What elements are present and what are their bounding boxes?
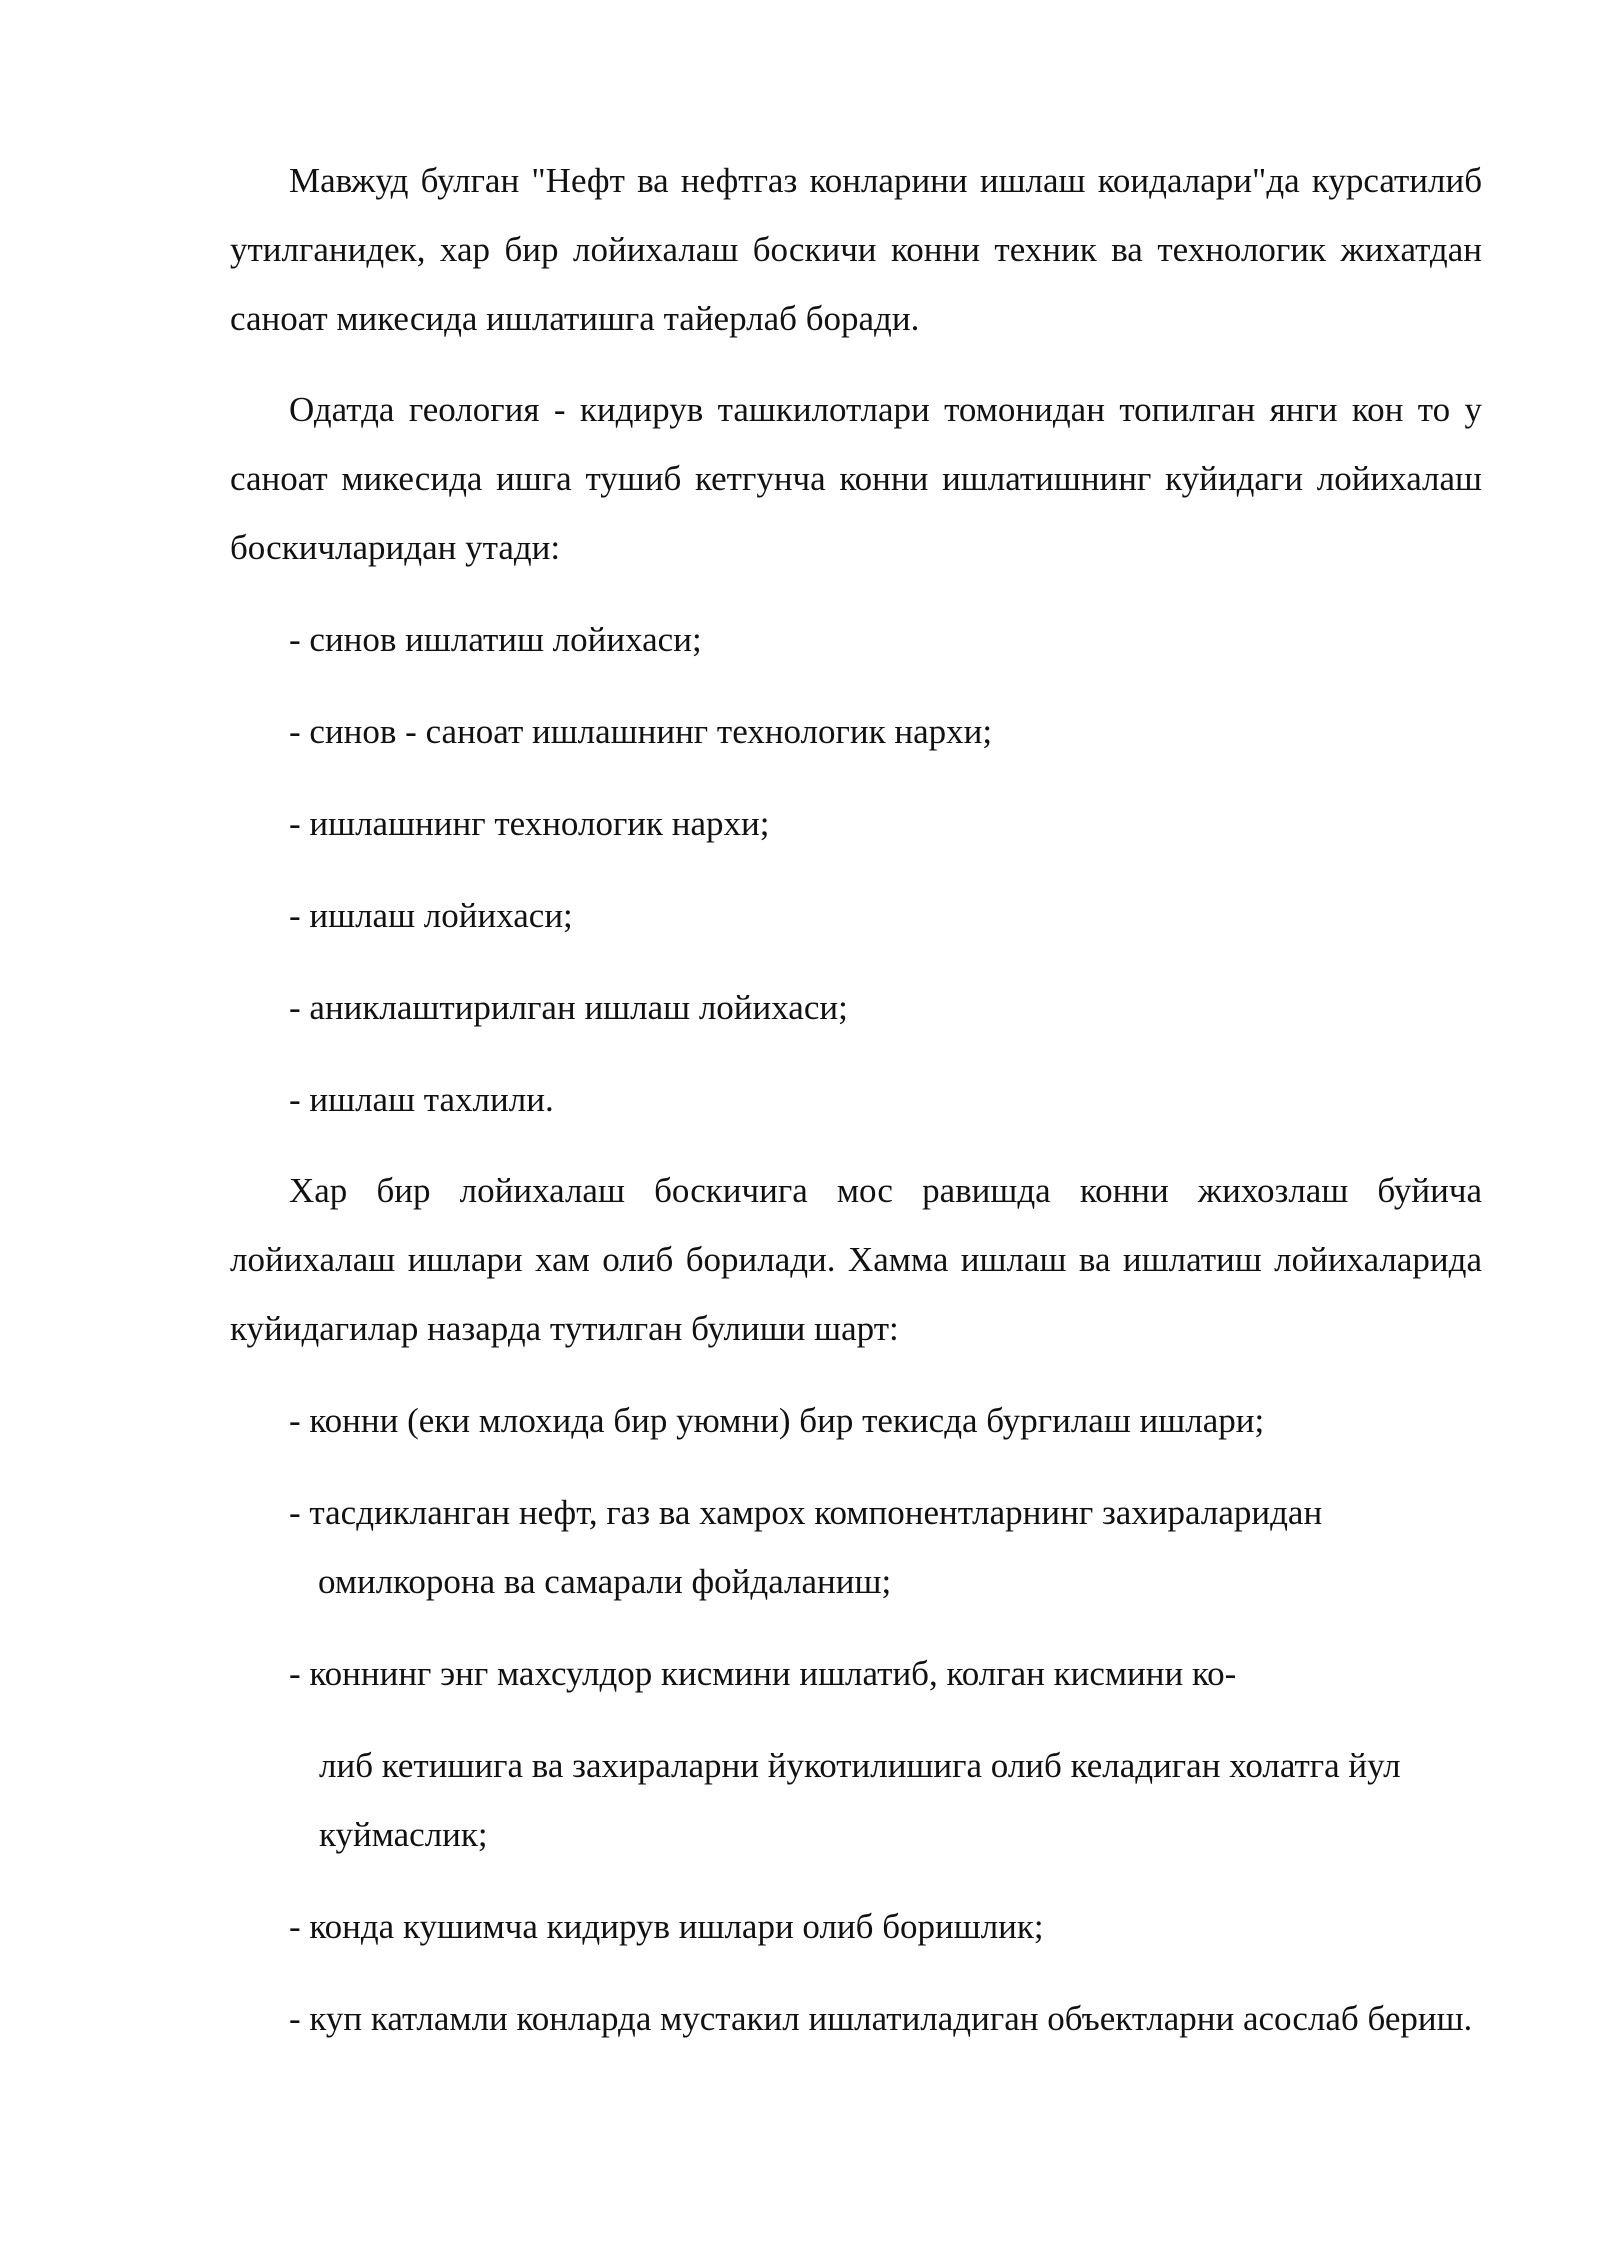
list-item-stage: - ишлаш лойихаси; [289,896,573,935]
list-item-requirement-continuation: либ кетишига ва захираларни йукотилишига олиб келадиган холатга йул куймаслик; [319,1746,1401,1854]
list-item-requirement: - конни (еки млохида бир уюмни) бир текисда бургилаш ишлари; [289,1401,1265,1440]
list-item-requirement: - коннинг энг махсулдор кисмини ишлатиб, колган кисмини ко- [289,1654,1237,1693]
list-item-stage: - синов ишлатиш лойихаси; [289,620,702,659]
list-item-requirement: - тасдикланган нефт, газ ва хамрох компонентларнинг захираларидан омилкорона ва самарали фойдаланиш; [289,1493,1323,1601]
document-content [230,146,1482,2053]
list-item-requirement: - куп катламли конларда мустакил ишлатиладиган объектларни асослаб бериш. [289,1999,1473,2038]
list-item-stage: - ишлаш тахлили. [289,1080,554,1119]
paragraph-rules-reference: Мавжуд булган "Нефт ва нефтгаз конларини ишлаш коидалари"да курсатилиб утилганидек, хар бир лойихалаш боскичи конни техник ва технологик жихатдан саноат микесида ишлатишга тайерлаб боради. [230,161,1482,338]
paragraph-requirements-intro: Хар бир лойихалаш боскичига мос равишда конни жихозлаш буйича лойихалаш ишлари хам олиб борилади. Хамма ишлаш ва ишлатиш лойихаларида куйидагилар назарда тутилган булиши шарт: [230,1171,1482,1348]
list-item-stage: - синов - саноат ишлашнинг технологик нархи; [289,712,993,751]
list-item-stage: - аниклаштирилган ишлаш лойихаси; [289,988,848,1027]
list-item-stage: - ишлашнинг технологик нархи; [289,804,770,843]
list-item-requirement: - конда кушимча кидирув ишлари олиб боришлик; [289,1907,1044,1946]
paragraph-design-stages-intro: Одатда геология - кидирув ташкилотлари томонидан топилган янги кон то у саноат микесида ишга тушиб кетгунча конни ишлатишнинг куйидаги лойихалаш боскичларидан утади: [230,390,1482,567]
